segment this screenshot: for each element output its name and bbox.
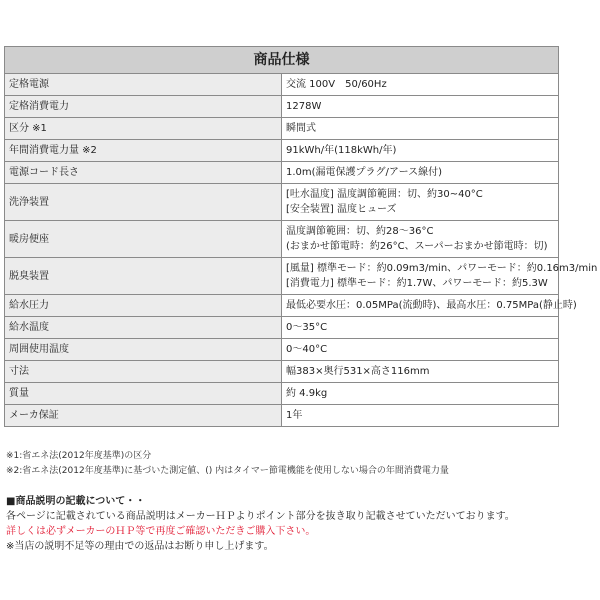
spec-label: 質量 — [5, 383, 282, 405]
spec-value-line: 1年 — [286, 410, 303, 421]
spec-label: 年間消費電力量 ※2 — [5, 140, 282, 162]
spec-value-line: 1278W — [286, 101, 322, 112]
spec-row — [5, 258, 559, 295]
spec-label: 定格電源 — [5, 74, 282, 96]
spec-value-line: [吐水温度] 温度調節範囲：切、約30~40°C — [286, 189, 483, 200]
spec-label: 定格消費電力 — [5, 96, 282, 118]
spec-label: 暖房便座 — [5, 221, 282, 258]
spec-row — [5, 96, 559, 118]
spec-row — [5, 317, 559, 339]
spec-row — [5, 74, 559, 96]
spec-value-line: 約 4.9kg — [286, 388, 328, 399]
spec-value — [282, 221, 559, 258]
spec-value-line: [風量] 標準モード：約0.09m3/min、パワーモード：約0.16m3/min — [286, 263, 598, 274]
spec-value — [282, 383, 559, 405]
spec-table — [4, 46, 598, 427]
spec-row — [5, 361, 559, 383]
spec-label: 給水温度 — [5, 317, 282, 339]
spec-value-line: [安全装置] 温度ヒューズ — [286, 204, 397, 215]
spec-value-line: 最低必要水圧：0.05MPa(流動時)、最高水圧：0.75MPa(静止時) — [286, 300, 577, 311]
spec-value — [282, 118, 559, 140]
spec-value — [282, 74, 559, 96]
spec-label: 寸法 — [5, 361, 282, 383]
spec-value-line: 1.0m(漏電保護プラグ/アース線付) — [286, 167, 443, 178]
spec-value-line: 0～35°C — [286, 322, 328, 333]
spec-value — [282, 162, 559, 184]
spec-label: 区分 ※1 — [5, 118, 282, 140]
spec-row — [5, 405, 559, 427]
footnote-2: ※2:省エネ法(2012年度基準)に基づいた測定値、() 内はタイマー節電機能を使用しない場合の年間消費電力量 — [6, 466, 449, 476]
spec-row — [5, 184, 559, 221]
spec-row — [5, 140, 559, 162]
spec-value — [282, 361, 559, 383]
spec-row — [5, 221, 559, 258]
spec-value — [282, 295, 577, 317]
spec-section — [4, 46, 598, 427]
spec-label: 脱臭装置 — [5, 258, 282, 295]
spec-row — [5, 383, 559, 405]
spec-value-line: 瞬間式 — [286, 123, 316, 134]
spec-value — [282, 96, 559, 118]
spec-value-line: [消費電力] 標準モード：約1.7W、パワーモード：約5.3W — [286, 278, 548, 289]
spec-label: 給水圧力 — [5, 295, 282, 317]
spec-label: 洗浄装置 — [5, 184, 282, 221]
spec-value-line: 91kWh/年(118kWh/年) — [286, 145, 397, 156]
spec-value — [282, 258, 598, 295]
spec-label: メーカ保証 — [5, 405, 282, 427]
spec-value — [282, 317, 559, 339]
footnote-1: ※1:省エネ法(2012年度基準)の区分 — [6, 451, 152, 461]
description-warning: 詳しくは必ずメーカーのＨＰ等で再度ご確認いただきご購入下さい。 — [6, 526, 316, 537]
spec-label: 周囲使用温度 — [5, 339, 282, 361]
spec-value — [282, 184, 559, 221]
spec-value-line: 交流 100V 50/60Hz — [286, 79, 387, 90]
spec-value-line: 幅383×奥行531×高さ116mm — [286, 366, 430, 377]
spec-value — [282, 140, 559, 162]
footnotes — [6, 449, 449, 479]
spec-row — [5, 118, 559, 140]
spec-label: 電源コード長さ — [5, 162, 282, 184]
spec-value-line: 温度調節範囲：切、約28～36°C — [286, 226, 434, 237]
spec-row — [5, 339, 559, 361]
spec-value-line: 0～40°C — [286, 344, 328, 355]
spec-row — [5, 162, 559, 184]
product-description-notice — [6, 494, 515, 554]
spec-value — [282, 339, 559, 361]
description-line-3: ※当店の説明不足等の理由での返品はお断り申し上げます。 — [6, 541, 274, 552]
spec-title: 商品仕様 — [5, 47, 559, 74]
description-heading: ■商品説明の記載について・・ — [6, 496, 146, 507]
spec-value-line: (おまかせ節電時：約26°C、スーパーおまかせ節電時：切) — [286, 241, 548, 252]
spec-value — [282, 405, 559, 427]
description-line-1: 各ページに記載されている商品説明はメーカーＨＰよりポイント部分を抜き取り記載させていただいております。 — [6, 511, 515, 522]
spec-row — [5, 295, 559, 317]
